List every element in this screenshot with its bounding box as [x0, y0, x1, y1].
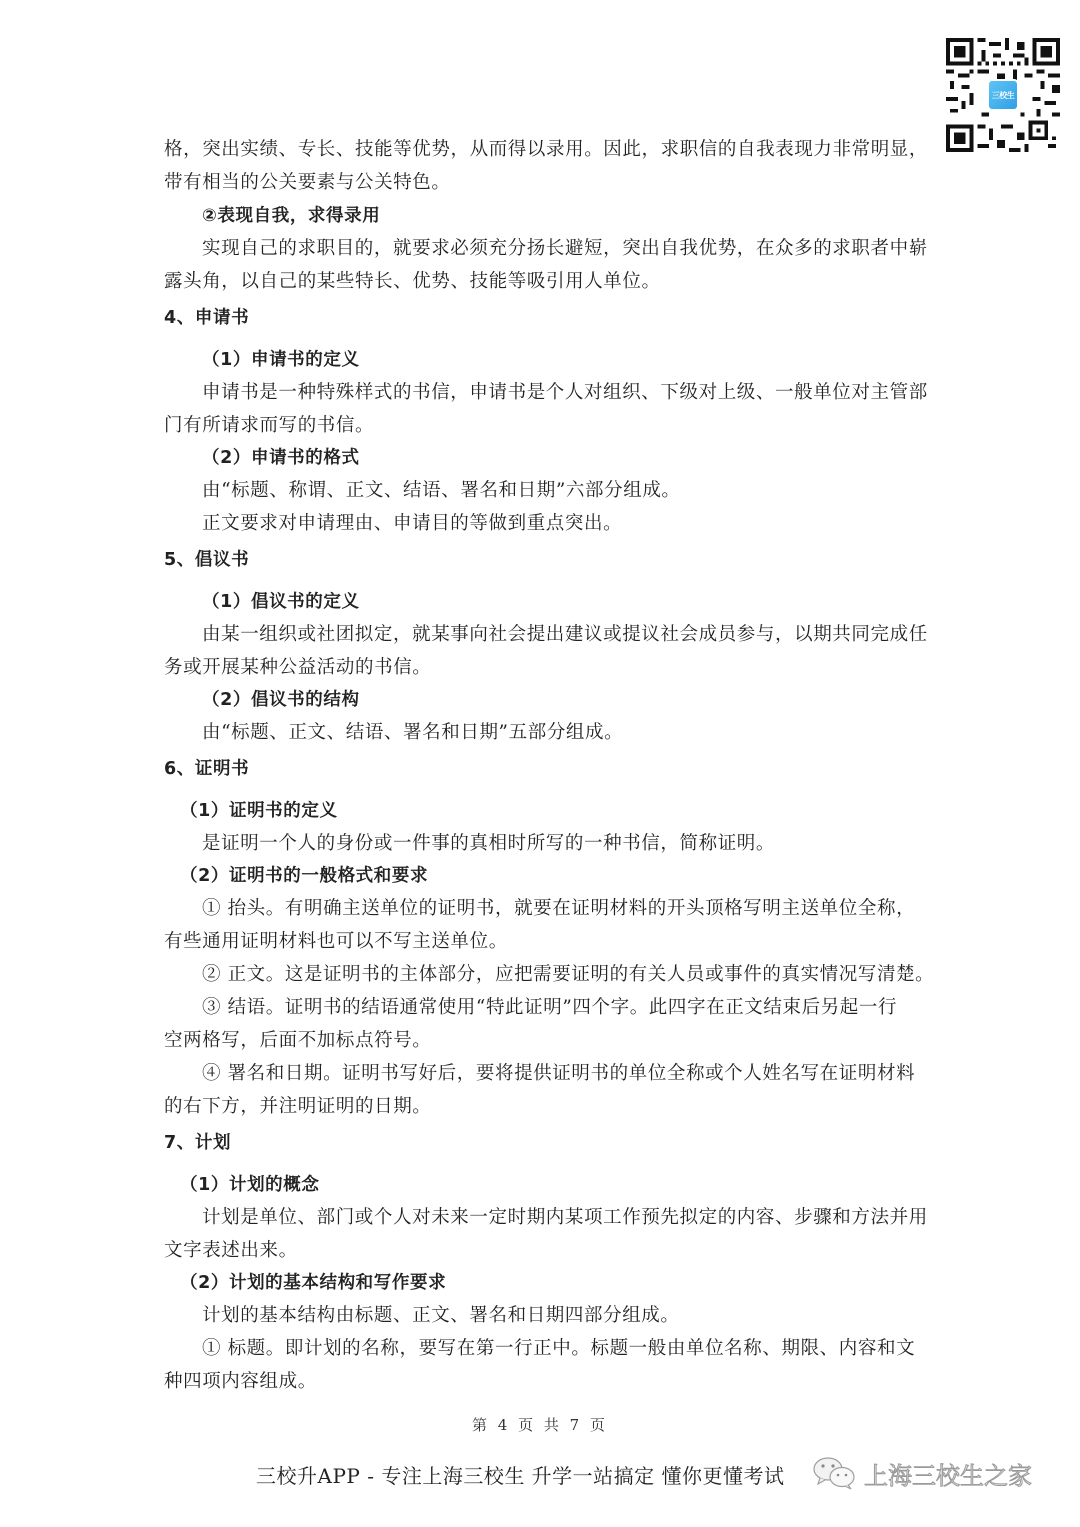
watermark [812, 1455, 1032, 1491]
paragraph-line: 计划是单位、部门或个人对未来一定时期内某项工作预先拟定的内容、步骤和方法并用 [202, 1207, 928, 1228]
paragraph-line: ① 抬头。有明确主送单位的证明书，就要在证明材料的开头顶格写明主送单位全称， [202, 898, 916, 919]
paragraph-line: 格，突出实绩、专长、技能等优势，从而得以录用。因此，求职信的自我表现力非常明显， [164, 139, 929, 160]
paragraph-line: 由“标题、正文、结语、署名和日期”五部分组成。 [202, 722, 624, 743]
paragraph-line: ① 标题。即计划的名称，要写在第一行正中。标题一般由单位名称、期限、内容和文 [202, 1338, 916, 1359]
paragraph-line: 有些通用证明材料也可以不写主送单位。 [164, 931, 508, 952]
qr-logo: 三校生 [987, 79, 1019, 111]
paragraph-line: ③ 结语。证明书的结语通常使用“特此证明”四个字。此四字在正文结束后另起一行 [202, 997, 898, 1018]
paragraph-line: 文字表述出来。 [164, 1240, 298, 1261]
section-heading: （2）倡议书的结构 [202, 690, 360, 710]
section-heading: （2）申请书的格式 [202, 448, 360, 468]
section-heading: 7、计划 [164, 1133, 232, 1153]
paragraph-line: 空两格写，后面不加标点符号。 [164, 1030, 432, 1051]
paragraph-line: 申请书是一种特殊样式的书信，申请书是个人对组织、下级对上级、一般单位对主管部 [202, 382, 928, 403]
paragraph-line: 是证明一个人的身份或一件事的真相时所写的一种书信，简称证明。 [202, 833, 776, 854]
section-heading: （1）证明书的定义 [180, 801, 338, 821]
paragraph-line: ② 正文。这是证明书的主体部分，应把需要证明的有关人员或事件的真实情况写清楚。 [202, 964, 935, 985]
paragraph-line: 正文要求对申请理由、申请目的等做到重点突出。 [202, 513, 623, 534]
section-heading: 6、证明书 [164, 759, 250, 779]
paragraph-line: 的右下方，并注明证明的日期。 [164, 1096, 432, 1117]
section-heading: 4、申请书 [164, 308, 250, 328]
paragraph-line: 务或开展某种公益活动的书信。 [164, 657, 432, 678]
paragraph-line: 由“标题、称谓、正文、结语、署名和日期”六部分组成。 [202, 480, 681, 501]
qr-code [946, 38, 1060, 152]
watermark-text: 上海三校生之家 [864, 1461, 1032, 1490]
section-heading: （2）计划的基本结构和写作要求 [180, 1273, 447, 1293]
paragraph-line: 门有所请求而写的书信。 [164, 415, 375, 436]
paragraph-line: 实现自己的求职目的，就要求必须充分扬长避短，突出自我优势，在众多的求职者中崭 [202, 238, 928, 259]
section-heading: （1）计划的概念 [180, 1175, 320, 1195]
section-heading: 5、倡议书 [164, 550, 250, 570]
paragraph-line: 带有相当的公关要素与公关特色。 [164, 172, 451, 193]
paragraph-line: 计划的基本结构由标题、正文、署名和日期四部分组成。 [202, 1305, 680, 1326]
paragraph-line: ④ 署名和日期。证明书写好后，要将提供证明书的单位全称或个人姓名写在证明材料 [202, 1063, 916, 1084]
wechat-icon [812, 1455, 858, 1491]
section-heading: ②表现自我，求得录用 [202, 206, 381, 226]
page-number: 第 4 页 共 7 页 [472, 1416, 608, 1434]
paragraph-line: 种四项内容组成。 [164, 1371, 317, 1392]
section-heading: （1）申请书的定义 [202, 350, 360, 370]
section-heading: （2）证明书的一般格式和要求 [180, 866, 429, 886]
paragraph-line: 由某一组织或社团拟定，就某事向社会提出建议或提议社会成员参与，以期共同完成任 [202, 624, 928, 645]
section-heading: （1）倡议书的定义 [202, 592, 360, 612]
paragraph-line: 露头角，以自己的某些特长、优势、技能等吸引用人单位。 [164, 271, 661, 292]
footer-slogan: 三校升APP - 专注上海三校生 升学一站搞定 懂你更懂考试 [256, 1464, 785, 1488]
